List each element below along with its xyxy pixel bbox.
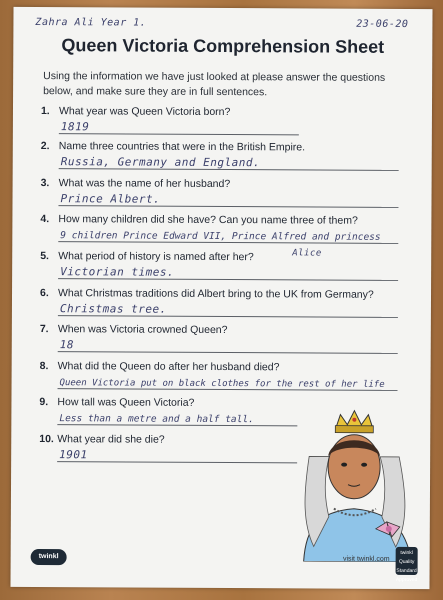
answer-text: Queen Victoria put on black clothes for the rest of her life xyxy=(59,378,385,390)
answer-text: Victorian times. xyxy=(60,265,175,279)
question-number: 2. xyxy=(40,140,50,153)
question-number: 9. xyxy=(39,396,49,409)
question-4 xyxy=(40,213,420,244)
answer-line[interactable] xyxy=(58,189,398,208)
handwritten-extra-note: Alice xyxy=(292,248,322,259)
answer-text: Christmas tree. xyxy=(59,302,167,316)
queen-victoria-illustration xyxy=(284,396,425,562)
question-number: 4. xyxy=(40,213,50,226)
answer-line[interactable] xyxy=(58,262,398,281)
answer-text: 18 xyxy=(59,338,75,352)
question-text: Name three countries that were in the British Empire. xyxy=(58,140,306,154)
handwritten-date: 23-06-20 xyxy=(356,18,409,30)
question-text: What Christmas traditions did Albert bring to the UK from Germany? xyxy=(57,287,374,301)
question-number: 1. xyxy=(40,105,50,118)
question-text: What did the Queen do after her husband died? xyxy=(57,360,280,374)
question-2 xyxy=(41,140,421,171)
question-text: What year was Queen Victoria born? xyxy=(58,105,231,119)
twinkl-logo[interactable]: twinkl xyxy=(31,549,67,565)
answer-line[interactable] xyxy=(58,299,398,318)
student-name: Zahra Ali Year 1. xyxy=(35,17,147,29)
page-title: Queen Victoria Comprehension Sheet xyxy=(61,35,385,57)
question-number: 8. xyxy=(39,360,49,373)
question-3 xyxy=(40,177,420,208)
answer-line[interactable] xyxy=(58,372,398,391)
answer-line[interactable] xyxy=(59,117,299,135)
question-number: 3. xyxy=(40,177,50,190)
question-number: 7. xyxy=(39,323,49,336)
question-text: How many children did she have? Can you name three of them? xyxy=(58,213,358,227)
worksheet-page xyxy=(10,7,432,589)
question-5 xyxy=(40,250,420,281)
answer-line[interactable] xyxy=(57,445,297,463)
question-7 xyxy=(40,323,420,354)
question-8 xyxy=(40,360,420,391)
question-text: How tall was Queen Victoria? xyxy=(57,396,195,409)
answer-text: 9 children Prince Edward VII, Prince Alfred and princess xyxy=(60,230,381,243)
answer-text: Russia, Germany and England. xyxy=(60,155,261,170)
answer-line[interactable] xyxy=(58,225,398,244)
answer-line[interactable] xyxy=(58,335,398,354)
footer-link[interactable]: visit twinkl.com xyxy=(342,555,390,563)
answer-line[interactable] xyxy=(57,408,297,426)
question-text: What was the name of her husband? xyxy=(58,177,231,191)
answer-text: 1901 xyxy=(59,448,88,462)
question-6 xyxy=(40,287,420,318)
question-text: When was Victoria crowned Queen? xyxy=(57,323,228,337)
question-1 xyxy=(41,105,421,136)
answer-line[interactable] xyxy=(59,152,399,171)
answer-text: Less than a metre and a half tall. xyxy=(59,413,254,426)
question-text: What period of history is named after her? xyxy=(58,250,254,264)
question-text: What year did she die? xyxy=(57,433,165,446)
quality-standard-badge: twinkl Quality Standard Approved xyxy=(396,547,418,575)
answer-text: 1819 xyxy=(60,120,90,134)
instructions-text: Using the information we have just looked at please answer the questions below, and make sure they are in full sentences. xyxy=(43,70,386,99)
question-number: 5. xyxy=(40,250,50,263)
answer-text: Prince Albert. xyxy=(60,192,161,206)
question-number: 10. xyxy=(39,433,54,446)
question-number: 6. xyxy=(39,287,49,300)
